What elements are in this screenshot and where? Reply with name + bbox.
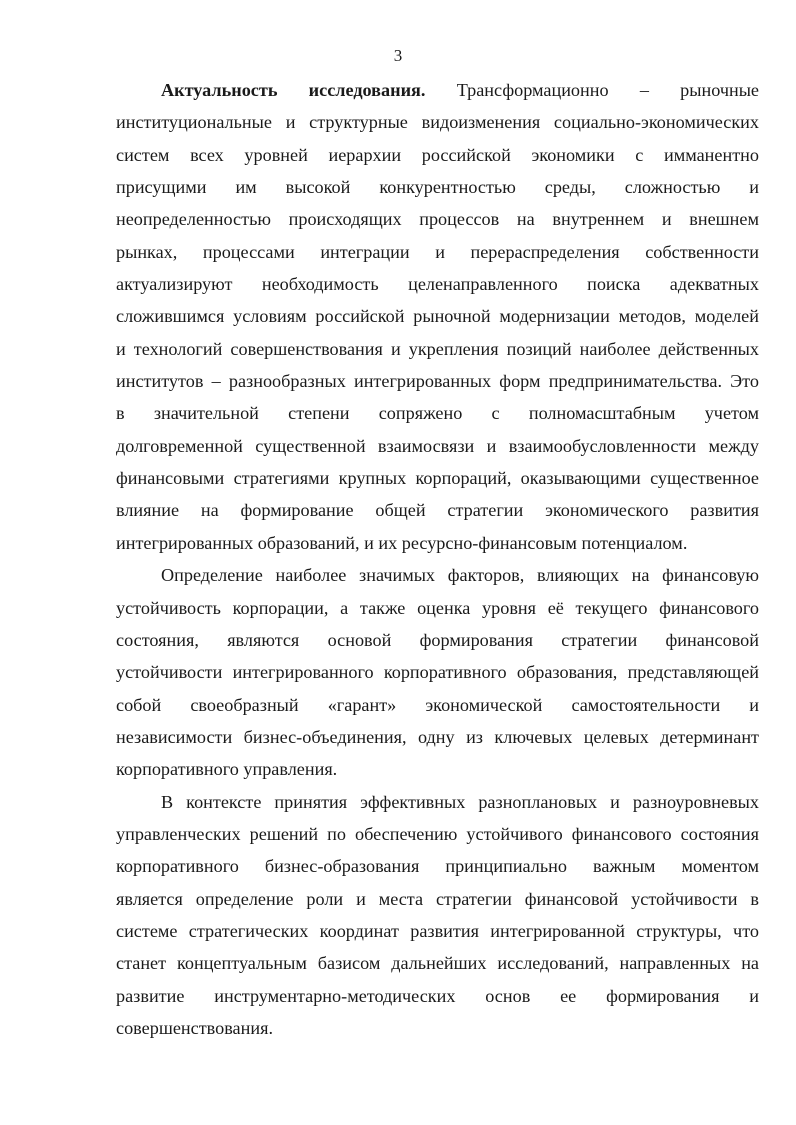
paragraph-line: корпоративного управления.: [116, 759, 338, 780]
paragraph-line: сложившимся условиям российской рыночной модернизации методов, моделей: [116, 306, 759, 327]
paragraph-line: влияние на формирование общей стратегии экономического развития: [116, 500, 759, 521]
paragraph-line: совершенствования.: [116, 1017, 274, 1038]
paragraph-line: корпоративного бизнес-образования принципиально важным моментом: [116, 856, 759, 877]
paragraph-context: [116, 786, 759, 1045]
paragraph-factors: [116, 559, 759, 785]
paragraph-relevance: [116, 74, 759, 559]
paragraph-line: устойчивости интегрированного корпоративного образования, представляющей: [116, 662, 759, 683]
paragraph-line: управленческих решений по обеспечению устойчивого финансового состояния: [116, 823, 759, 844]
paragraph-line: систем всех уровней иерархии российской экономики с имманентно: [116, 144, 759, 165]
paragraph-line: Актуальность исследования. Трансформационно – рыночные: [161, 80, 760, 100]
paragraph-line: развитие инструментарно-методических основ ее формирования и: [116, 985, 759, 1006]
paragraph-line: В контексте принятия эффективных разноплановых и разноуровневых: [161, 791, 759, 812]
paragraph-line: состояния, являются основой формирования стратегии финансовой: [116, 629, 759, 650]
paragraph-line: институтов – разнообразных интегрированных форм предпринимательства. Это: [116, 371, 759, 392]
paragraph-line: институциональные и структурные видоизменения социально-экономических: [116, 112, 759, 133]
paragraph-line: является определение роли и места стратегии финансовой устойчивости в: [116, 888, 759, 909]
paragraph-line: Определение наиболее значимых факторов, влияющих на финансовую: [161, 565, 759, 586]
paragraph-line: и технологий совершенствования и укрепления позиций наиболее действенных: [116, 338, 759, 359]
paragraph-line: в значительной степени сопряжено с полномасштабным учетом: [116, 403, 759, 424]
paragraph-line: независимости бизнес-объединения, одну из ключевых целевых детерминант: [116, 726, 759, 747]
document-body: [116, 74, 759, 1044]
paragraph-line: системе стратегических координат развития интегрированной структуры, что: [116, 920, 759, 941]
paragraph-line: устойчивость корпорации, а также оценка уровня её текущего финансового: [116, 597, 759, 618]
section-heading: Актуальность исследования.: [161, 80, 426, 100]
paragraph-line: актуализируют необходимость целенаправленного поиска адекватных: [116, 274, 759, 295]
paragraph-line: собой своеобразный «гарант» экономической самостоятельности и: [116, 694, 759, 715]
paragraph-line: присущими им высокой конкурентностью среды, сложностью и: [116, 177, 759, 198]
paragraph-line: финансовыми стратегиями крупных корпораций, оказывающими существенное: [116, 468, 759, 489]
paragraph-line: станет концептуальным базисом дальнейших исследований, направленных на: [116, 953, 759, 974]
paragraph-line: долговременной существенной взаимосвязи и взаимообусловленности между: [116, 435, 759, 456]
page-number: 3: [393, 46, 403, 65]
paragraph-line: рынках, процессами интеграции и перераспределения собственности: [116, 241, 759, 262]
paragraph-line: неопределенностью происходящих процессов на внутреннем и внешнем: [116, 209, 759, 230]
paragraph-line: интегрированных образований, и их ресурсно-финансовым потенциалом.: [116, 532, 688, 553]
